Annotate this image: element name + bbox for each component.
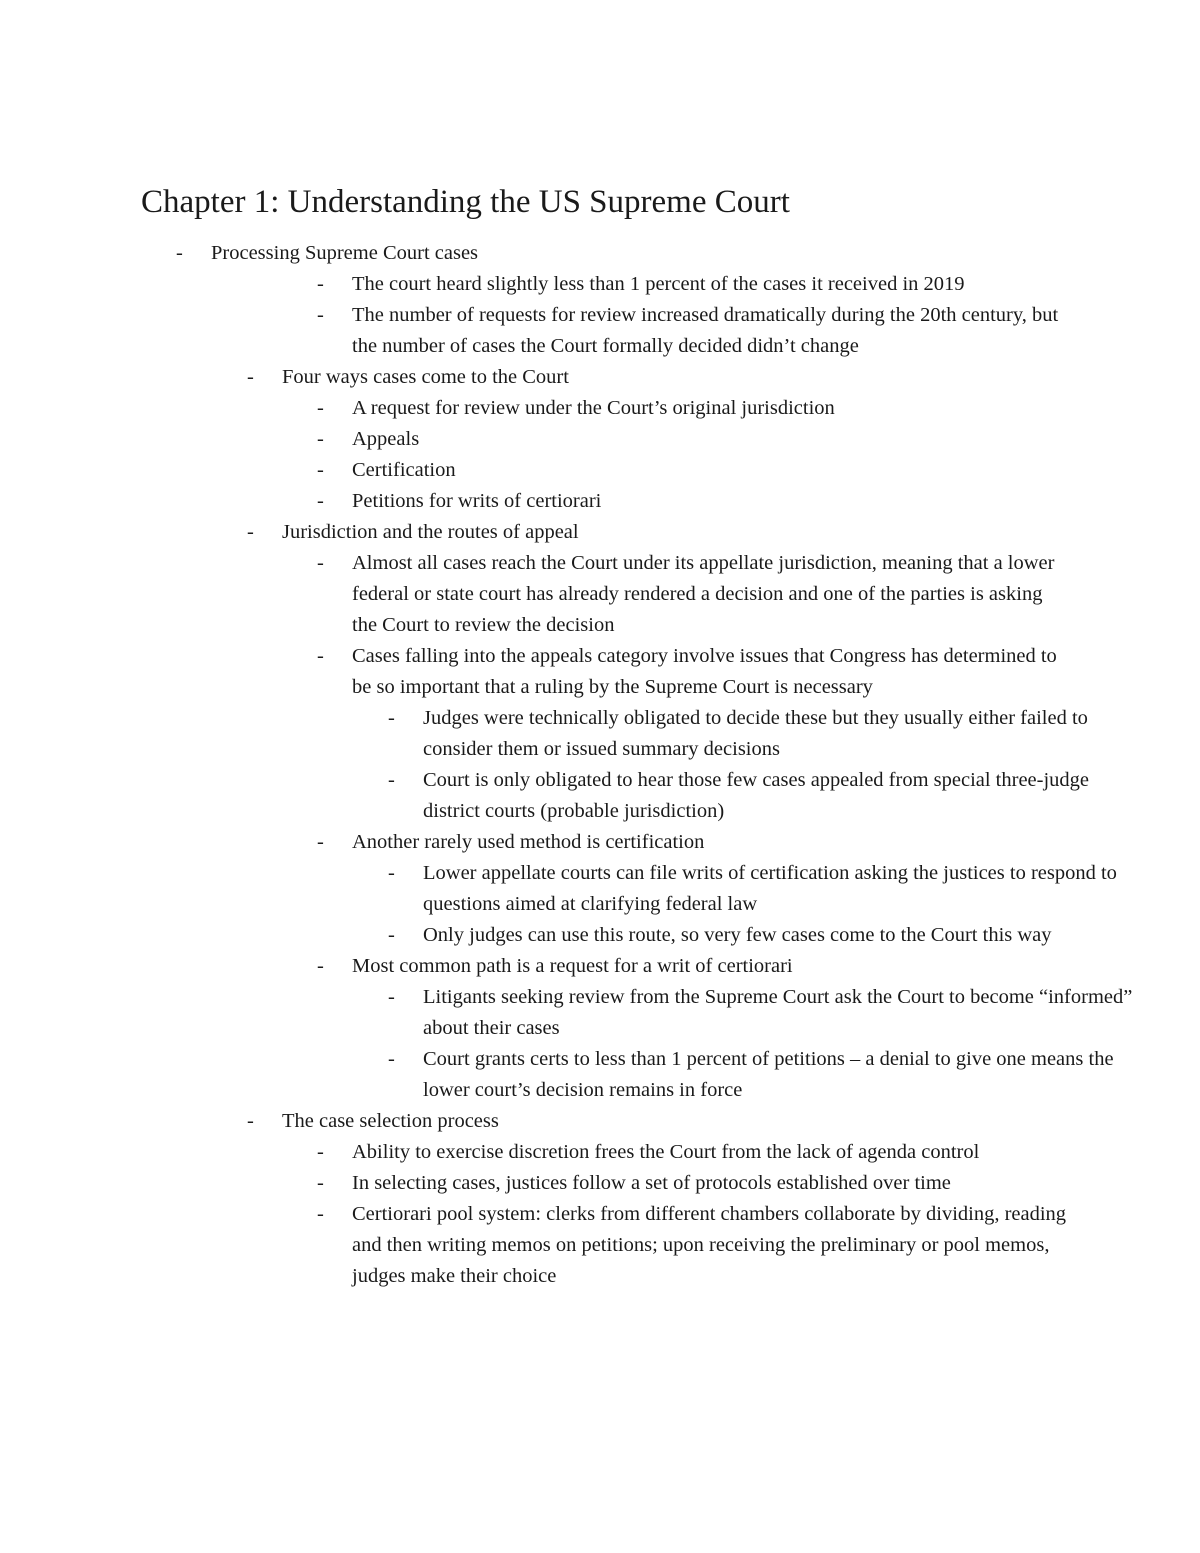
outline-item-level-3 [0,455,1200,486]
bullet-dash: - [247,366,254,388]
outline-item-text: Ability to exercise discretion frees the Court from the lack of agenda control [352,1141,980,1163]
outline-item-level-3 [0,548,1200,641]
outline-item-level-3 [0,300,1200,362]
outline-item-text: A request for review under the Court’s original jurisdiction [352,397,835,419]
outline-item-text: The case selection process [282,1110,499,1132]
outline-item-text: Four ways cases come to the Court [282,366,569,388]
bullet-dash: - [317,831,324,853]
bullet-dash: - [388,986,395,1008]
outline-item-level-2 [0,517,1200,548]
outline-item-text: Certification [352,459,456,481]
outline-item-level-2 [0,362,1200,393]
bullet-dash: - [317,552,324,574]
outline-item-text: Court grants certs to less than 1 percent of petitions – a denial to give one means the lower court’s decision remains in force [423,1048,1114,1101]
bullet-dash: - [247,521,254,543]
outline-item-level-3 [0,424,1200,455]
bullet-dash: - [317,459,324,481]
outline-item-level-4 [0,703,1200,765]
outline-item-level-3 [0,486,1200,517]
outline-item-level-4 [0,920,1200,951]
outline-item-text: Petitions for writs of certiorari [352,490,602,512]
bullet-dash: - [317,1172,324,1194]
bullet-dash: - [317,1141,324,1163]
outline-item-text: Litigants seeking review from the Supreme Court ask the Court to become “informed” about their cases [423,986,1133,1039]
outline-item-text: Cases falling into the appeals category involve issues that Congress has determined to be so important that a ruling by the Supreme Court is necessary [352,645,1057,698]
bullet-dash: - [388,862,395,884]
bullet-dash: - [317,490,324,512]
outline-item-level-4 [0,982,1200,1044]
outline-item-text: Another rarely used method is certification [352,831,705,853]
bullet-dash: - [317,397,324,419]
outline-item-text: Court is only obligated to hear those few cases appealed from special three-judge district courts (probable jurisdiction) [423,769,1090,822]
bullet-dash: - [317,428,324,450]
outline-item-level-3 [0,1137,1200,1168]
outline-item-text: Appeals [352,428,420,450]
bullet-dash: - [317,955,324,977]
outline-item-text: The court heard slightly less than 1 percent of the cases it received in 2019 [352,273,965,295]
bullet-dash: - [388,1048,395,1070]
bullet-dash: - [317,304,324,326]
outline-item-level-3 [0,1168,1200,1199]
bullet-dash: - [317,1203,324,1225]
outline-item-level-4 [0,765,1200,827]
outline-item-text: Lower appellate courts can file writs of certification asking the justices to respond to questions aimed at clarifying federal law [423,862,1117,915]
outline-item-level-3 [0,827,1200,858]
outline-item-level-3 [0,393,1200,424]
outline-item-text: Only judges can use this route, so very few cases come to the Court this way [423,924,1052,946]
notes-outline [0,238,1200,1292]
outline-item-text: In selecting cases, justices follow a set of protocols established over time [352,1172,951,1194]
outline-item-level-2 [0,1106,1200,1137]
outline-item-level-4 [0,1044,1200,1106]
outline-item-level-4 [0,858,1200,920]
outline-item-text: Most common path is a request for a writ of certiorari [352,955,793,977]
bullet-dash: - [388,707,395,729]
bullet-dash: - [247,1110,254,1132]
bullet-dash: - [388,924,395,946]
outline-item-text: Judges were technically obligated to decide these but they usually either failed to consider them or issued summary decisions [423,707,1088,760]
bullet-dash: - [176,242,183,264]
outline-item-text: Jurisdiction and the routes of appeal [282,521,579,543]
page-title: Chapter 1: Understanding the US Supreme Court [141,184,790,220]
bullet-dash: - [388,769,395,791]
outline-item-text: Processing Supreme Court cases [211,242,479,264]
outline-item-level-3 [0,269,1200,300]
outline-item-text: Almost all cases reach the Court under its appellate jurisdiction, meaning that a lower federal or state court has already rendered a decision and one of the parties is asking the Court to review the decision [352,552,1055,636]
outline-item-level-3 [0,1199,1200,1292]
outline-item-text: Certiorari pool system: clerks from different chambers collaborate by dividing, reading and then writing memos on petitions; upon receiving the preliminary or pool memos, judges make their choice [352,1203,1067,1287]
outline-item-level-3 [0,641,1200,703]
outline-item-level-3 [0,951,1200,982]
bullet-dash: - [317,273,324,295]
outline-item-text: The number of requests for review increased dramatically during the 20th century, but the number of cases the Court formally decided didn’t change [352,304,1059,357]
bullet-dash: - [317,645,324,667]
outline-item-level-1 [0,238,1200,269]
